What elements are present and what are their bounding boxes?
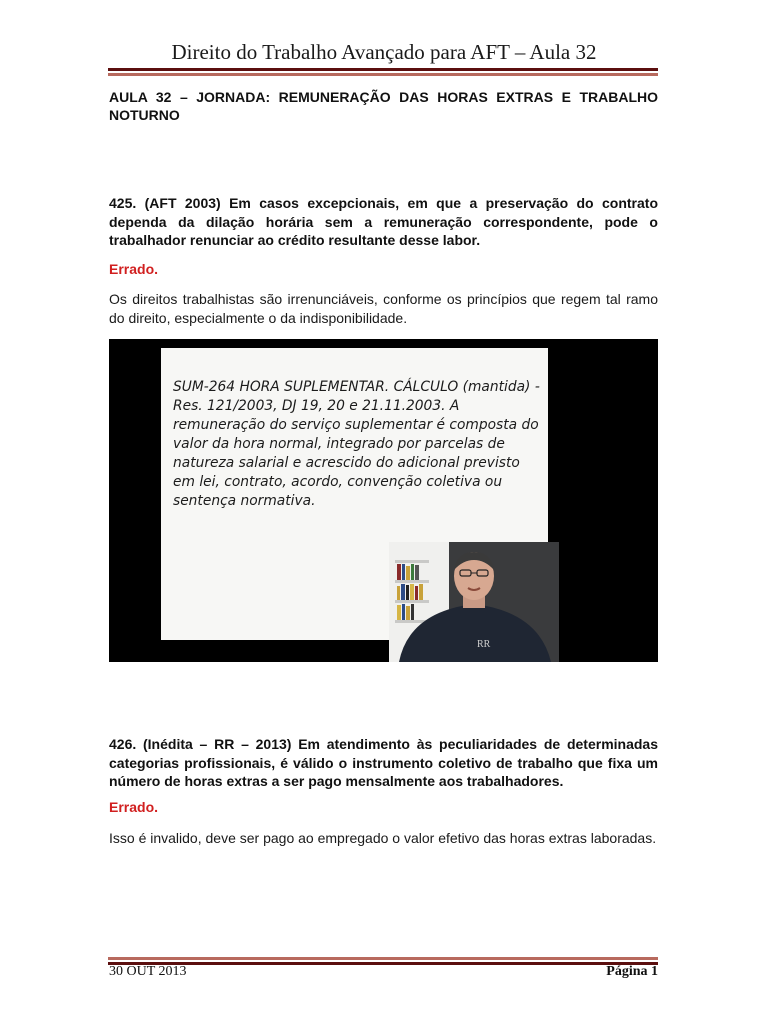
lesson-title: AULA 32 – JORNADA: REMUNERAÇÃO DAS HORAS EXTRAS E TRABALHO NOTURNO [109, 89, 658, 123]
footer-date: 30 OUT 2013 [109, 964, 187, 979]
question-425-explanation: Os direitos trabalhistas são irrenunciáveis, conforme os princípios que regem tal ramo do direito, especialmente o da indisponibilidade. [109, 291, 658, 326]
question-425-text: 425. (AFT 2003) Em casos excepcionais, em que a preservação do contrato dependa da dilação horária sem a remuneração correspondente, pode o trabalhador renunciar ao crédito resultante desse labor. [109, 195, 658, 248]
question-426-text: 426. (Inédita – RR – 2013) Em atendimento às peculiaridades de determinadas categorias profissionais, é válido o instrumento coletivo de trabalho que fixa um número de horas extras a ser pago mensalmente aos trabalhadores. [109, 736, 658, 789]
presenter-image [389, 542, 559, 662]
slide-text: SUM-264 HORA SUPLEMENTAR. CÁLCULO (mantida) - Res. 121/2003, DJ 19, 20 e 21.11.2003. A remuneração do serviço suplementar é composta do valor da hora normal, integrado por parcelas de natureza salarial e acrescido do adicional previsto em lei, contrato, acordo, convenção coletiva ou sentença normativa. [173, 379, 540, 509]
video-lecture-frame [109, 339, 658, 662]
footer-page-number: Página 1 [606, 964, 658, 979]
header-rule [108, 68, 658, 76]
presenter-webcam [389, 542, 559, 662]
shirt-logo: RR [477, 639, 491, 650]
footer-rule [108, 957, 658, 965]
question-426-answer: Errado. [109, 799, 159, 815]
document-header-title: Direito do Trabalho Avançado para AFT – Aula 32 [171, 40, 597, 64]
question-425-answer: Errado. [109, 261, 159, 277]
question-426-explanation: Isso é invalido, deve ser pago ao empregado o valor efetivo das horas extras laboradas. [109, 830, 657, 846]
